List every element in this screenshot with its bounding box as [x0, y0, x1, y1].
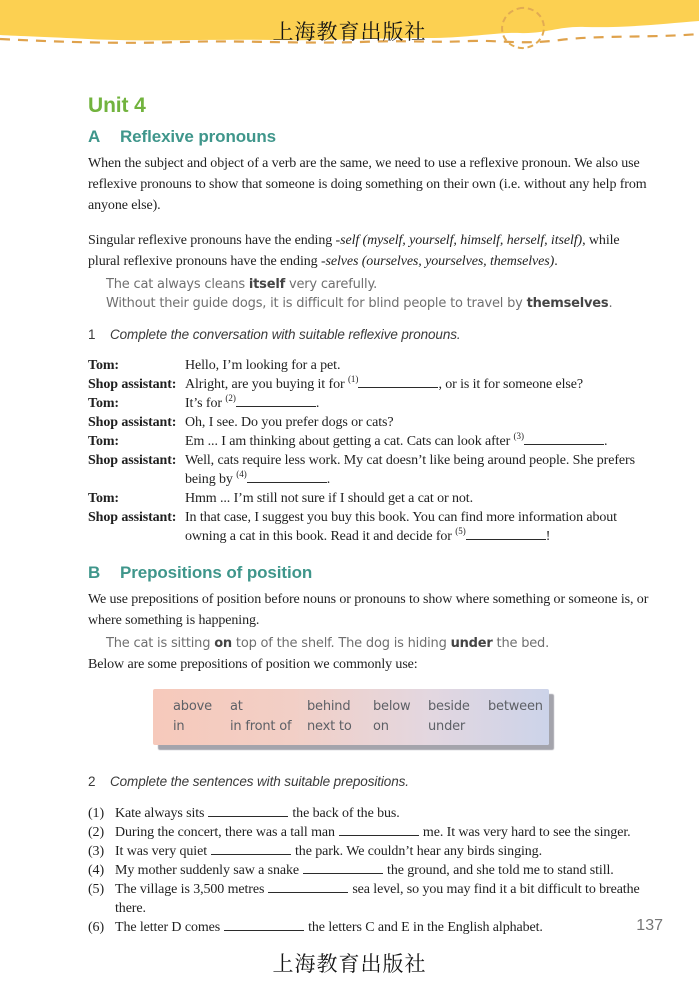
dialogue-text: .	[604, 434, 608, 449]
prepositions-row-1	[173, 697, 549, 717]
dialogue-row	[88, 413, 653, 432]
speaker-label: Tom:	[88, 434, 119, 449]
page-number: 137	[636, 917, 663, 934]
dialogue-row	[88, 489, 653, 508]
publisher-watermark-top: 上海教育出版社	[272, 20, 427, 44]
sentence-post: the ground, and she told me to stand still.	[387, 863, 614, 878]
sentence-text	[115, 918, 543, 937]
dialogue-text: .	[315, 396, 320, 411]
section-a-heading	[88, 127, 653, 147]
exercise-2-sentences	[88, 804, 653, 937]
sentence-post: sea level, so you may find it a bit difficult to breathe	[352, 882, 640, 897]
sentence-item	[88, 823, 653, 842]
section-a-letter: A	[88, 127, 101, 146]
dialogue-row	[88, 394, 653, 413]
sentence-text	[115, 861, 614, 880]
speaker-label: Tom:	[88, 491, 119, 506]
section-a-intro: When the subject and object of a verb are the same, we need to use a reflexive pronoun. We also use reflexive pronouns to show that someone is doing something on their own (i.e. without any help from anyone else).	[88, 156, 647, 213]
rule-italic-plural-list: (ourselves, yourselves, themselves)	[358, 254, 555, 269]
example-sentence-3	[106, 634, 653, 653]
dialogue-line	[185, 413, 393, 432]
sentence-pre: During the concert, there was a tall man	[115, 825, 335, 840]
blank-marker: (4)	[236, 469, 247, 479]
sentence-text	[115, 804, 400, 823]
dialogue-line	[185, 356, 340, 375]
sentence-item	[88, 804, 653, 823]
prepositions-row-2	[173, 717, 549, 737]
answer-blank	[224, 918, 304, 931]
dialogue-row	[88, 356, 653, 375]
speaker-label: Shop assistant:	[88, 510, 177, 525]
preposition	[488, 717, 549, 737]
section-b-title: Prepositions of position	[120, 563, 313, 582]
sentence-item	[88, 842, 653, 861]
dialogue-row	[88, 527, 653, 546]
preposition: in front of	[230, 719, 292, 734]
sentence-item	[88, 861, 653, 880]
dialogue-text: Hmm ... I’m still not sure if I should get a cat or not.	[185, 491, 473, 506]
speaker-label: Tom:	[88, 396, 119, 411]
sentence-post: me. It was very hard to see the singer.	[422, 825, 631, 840]
sentence-pre: My mother suddenly saw a snake	[115, 863, 300, 878]
dialogue-text: Hello, I’m looking for a pet.	[185, 358, 341, 373]
sentence-item	[88, 880, 653, 899]
blank-marker: (1)	[347, 374, 359, 384]
example-text: the bed.	[492, 636, 550, 651]
sentence-number: (3)	[88, 844, 105, 859]
sentence-post: the park. We couldn’t hear any birds singing.	[295, 844, 542, 859]
section-a-title: Reflexive pronouns	[120, 127, 276, 146]
sentence-post: the letters C and E in the English alphabet.	[308, 920, 543, 935]
sentence-pre: The village is 3,500 metres	[115, 882, 265, 897]
unit-title: Unit 4	[88, 94, 146, 117]
sentence-pre: The letter D comes	[115, 920, 221, 935]
dialogue-text: !	[545, 529, 551, 544]
dialogue-text: Well, cats require less work. My cat doesn’t like being around people. She prefers	[185, 453, 635, 468]
prepositions-box	[153, 689, 549, 745]
preposition: at	[230, 699, 243, 714]
sentence-text	[115, 823, 631, 842]
speaker-label: Shop assistant:	[88, 453, 177, 468]
dialogue-line	[185, 508, 617, 527]
answer-blank	[211, 842, 291, 855]
example-bold-word: under	[450, 636, 493, 651]
sentence-number: (2)	[88, 825, 105, 840]
publisher-watermark-bottom: 上海教育出版社	[272, 952, 427, 976]
example-sentence-2	[106, 294, 653, 313]
answer-blank	[247, 470, 327, 483]
example-bold-word: itself	[248, 277, 286, 292]
dialogue-row	[88, 432, 653, 451]
preposition: between	[488, 699, 543, 714]
dialogue-text: .	[326, 472, 331, 487]
dialogue-line	[185, 470, 330, 489]
preposition: in	[173, 719, 185, 734]
answer-blank	[208, 804, 288, 817]
example-bold-word: on	[214, 636, 232, 651]
example-bold-word: themselves	[526, 296, 609, 311]
example-text: very carefully.	[285, 277, 378, 292]
example-text: The cat always cleans	[106, 277, 249, 292]
dialogue-line	[185, 489, 473, 508]
sentence-number: (5)	[88, 882, 105, 897]
preposition: next to	[307, 719, 352, 734]
exercise-1-number: 1	[88, 327, 96, 342]
speaker-label	[88, 527, 185, 546]
preposition: above	[173, 699, 212, 714]
preposition: under	[428, 719, 466, 734]
rule-text: Singular reflexive pronouns have the ending	[88, 233, 336, 248]
exercise-2-instruction: Complete the sentences with suitable prepositions.	[110, 774, 409, 789]
sentence-continuation: there.	[115, 901, 146, 916]
section-b-letter: B	[88, 563, 101, 582]
answer-blank	[524, 432, 604, 445]
preposition: behind	[307, 699, 351, 714]
sentence-pre: Kate always sits	[115, 806, 205, 821]
speaker-label: Shop assistant:	[88, 377, 177, 392]
dialogue-line	[185, 527, 550, 546]
dialogue-text: Oh, I see. Do you prefer dogs or cats?	[185, 415, 394, 430]
rule-italic-selves: -selves	[320, 254, 359, 269]
answer-blank	[339, 823, 419, 836]
dialogue-text: , or is it for someone else?	[438, 377, 583, 392]
page-content	[88, 94, 653, 937]
section-a-rule	[88, 230, 653, 272]
example-text: The cat is sitting	[106, 636, 215, 651]
sentence-text	[115, 880, 640, 899]
answer-blank	[466, 527, 546, 540]
rule-italic-self: -self	[335, 233, 360, 248]
dialogue-row	[88, 375, 653, 394]
preposition: below	[373, 699, 411, 714]
sentence-post: the back of the bus.	[292, 806, 400, 821]
sentence-number: (1)	[88, 806, 105, 821]
blank-marker: (5)	[455, 526, 466, 536]
dialogue-text: Alright, are you buying it for	[185, 377, 348, 392]
example-text: top of the shelf. The dog is hiding	[231, 636, 451, 651]
dialogue-text: being by	[185, 472, 237, 487]
dialogue-line	[185, 432, 607, 451]
section-b-heading	[88, 563, 653, 583]
exercise-1-heading	[88, 326, 653, 343]
exercise-2-number: 2	[88, 774, 96, 789]
sentence-text	[115, 842, 542, 861]
exercise-1-instruction: Complete the conversation with suitable reflexive pronouns.	[110, 327, 461, 342]
preposition: beside	[428, 699, 470, 714]
blank-marker: (2)	[225, 393, 236, 403]
example-sentence-1	[106, 275, 653, 294]
dialogue-text: Em ... I am thinking about getting a cat. Cats can look after	[185, 434, 514, 449]
answer-blank	[236, 394, 316, 407]
dialogue-text: It’s for	[185, 396, 226, 411]
sentence-pre: It was very quiet	[115, 844, 207, 859]
dialogue-row	[88, 508, 653, 527]
dialogue	[88, 356, 653, 546]
sentence-number: (6)	[88, 920, 105, 935]
example-text: Without their guide dogs, it is difficult for blind people to travel by	[106, 296, 527, 311]
rule-text: .	[554, 254, 558, 269]
speaker-label: Tom:	[88, 358, 119, 373]
blank-marker: (3)	[513, 431, 525, 441]
answer-blank	[303, 861, 383, 874]
answer-blank	[268, 880, 348, 893]
dialogue-row	[88, 451, 653, 470]
sentence-item	[88, 918, 653, 937]
dialogue-text: owning a cat in this book. Read it and decide for	[185, 529, 456, 544]
exercise-2-heading	[88, 773, 653, 790]
example-text: .	[608, 296, 613, 311]
dialogue-line	[185, 375, 583, 394]
dialogue-line	[185, 394, 319, 413]
preposition: on	[373, 719, 389, 734]
speaker-label	[88, 470, 185, 489]
dialogue-text: In that case, I suggest you buy this book. You can find more information about	[185, 510, 617, 525]
section-b-intro: We use prepositions of position before nouns or pronouns to show where something or someone is, or where something is happening.	[88, 592, 649, 628]
prepositions-lead-in: Below are some prepositions of position we commonly use:	[88, 657, 418, 672]
answer-blank	[358, 375, 438, 388]
speaker-label: Shop assistant:	[88, 415, 177, 430]
dialogue-row	[88, 470, 653, 489]
rule-text: , while plural reflexive pronouns have the ending	[88, 233, 620, 269]
rule-italic-singular-list: (myself, yourself, himself, herself, itself)	[359, 233, 583, 248]
sentence-number: (4)	[88, 863, 105, 878]
dialogue-line	[185, 451, 635, 470]
